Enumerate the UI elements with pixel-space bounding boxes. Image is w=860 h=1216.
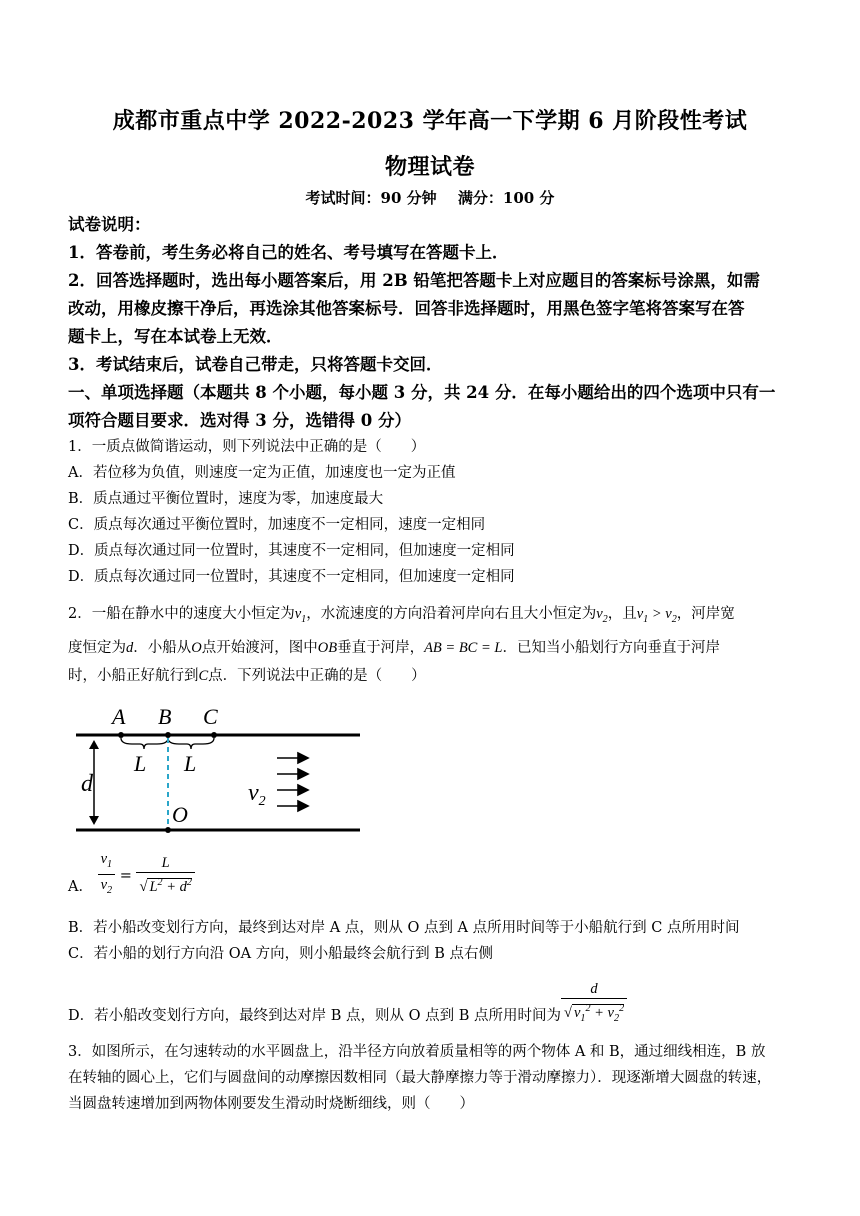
- instruction-item-2-line-3: 题卡上，写在本试卷上无效．: [68, 327, 283, 346]
- option-a-prefix: A．: [68, 879, 93, 896]
- math-v2: $v_2$: [596, 606, 608, 625]
- math-ab-bc-l: AB = BC = L: [424, 640, 503, 656]
- q3-line-3: 当圆盘转速增加到两物体刚要发生滑动时烧断细线，则（ ）: [68, 1096, 474, 1112]
- flow-velocity-label: [248, 780, 266, 809]
- q1-option-a: A．若位移为负值，则速度一定为正值，加速度也一定为正值: [68, 465, 456, 481]
- math-OB: OB: [317, 640, 338, 656]
- point-a-dot: [118, 732, 124, 738]
- q2-text: ，水流速度的方向沿着河岸向右且大小恒定为: [306, 606, 597, 622]
- point-b-label: B: [158, 704, 172, 729]
- q2-text: ，且: [607, 606, 637, 622]
- fraction-l-over-sqrt: $\frac{L}{√ L^2 + d^2}$: [136, 854, 194, 897]
- length-l-label-1: L: [134, 751, 147, 776]
- math-C: C: [198, 668, 209, 684]
- math-d: d: [126, 640, 134, 656]
- q1-option-c: C．质点每次通过平衡位置时，加速度不一定相同，速度一定相同: [68, 517, 486, 533]
- equals-sign: =: [119, 868, 132, 885]
- q1-stem: 1．一质点做简谐运动，则下列说法中正确的是（ ）: [68, 439, 426, 455]
- exam-meta: [0, 187, 860, 208]
- q2-option-c: C．若小船的划行方向沿 OA 方向，则小船最终会航行到 B 点右侧: [68, 946, 494, 962]
- instruction-item-2-line-1: 2．回答选择题时，选出每小题答案后，用 2B 铅笔把答题卡上对应题目的答案标号涂黑，如需: [68, 271, 760, 290]
- q2-option-a: [68, 850, 195, 900]
- q2-stem-line-2: [68, 638, 720, 658]
- q2-text: ．已知当小船划行方向垂直于河岸: [502, 640, 720, 656]
- q2-stem-line-1: [68, 604, 735, 630]
- flow-arrows: [277, 753, 308, 811]
- fraction-d-over-sqrt: $\frac{d}{√ v_1^2 + v_2^2}$: [561, 980, 627, 1029]
- exam-title: 成都市重点中学 2022-2023 学年高一下学期 6 月阶段性考试: [112, 108, 748, 134]
- full-score: 满分：100 分: [457, 189, 555, 207]
- river-crossing-diagram: [68, 696, 368, 846]
- q2-option-d: [68, 980, 627, 1030]
- q1-option-d-repeat: D．质点每次通过同一位置时，其速度不一定相同，但加速度一定相同: [68, 569, 515, 585]
- instruction-item-1: 1．答卷前，考生务必将自己的姓名、考号填写在答题卡上．: [68, 243, 509, 262]
- point-a-label: A: [112, 704, 126, 729]
- instruction-item-3: 3．考试结束后，试卷自己带走，只将答题卡交回．: [68, 355, 443, 374]
- flow-velocity-sub: 2: [258, 794, 266, 809]
- q2-text: 度恒定为: [68, 640, 126, 656]
- q2-text: 点开始渡河，图中: [201, 640, 318, 656]
- math-v1-gt-v2: $v_1 > v_2$: [636, 606, 677, 625]
- point-o-dot: [165, 827, 171, 833]
- flow-velocity-v: v: [248, 780, 259, 806]
- fraction-v1-over-v2: $\frac{v_1}{v_2}$: [98, 850, 116, 901]
- math-v1: $v_1$: [294, 606, 307, 625]
- width-d-label: d: [81, 771, 93, 797]
- q2-text: ．小船从: [133, 640, 192, 656]
- q1-option-d: D．质点每次通过同一位置时，其速度不一定相同，但加速度一定相同: [68, 543, 515, 559]
- point-o-label: O: [172, 802, 188, 827]
- arrowhead-up: [89, 740, 99, 749]
- point-b-dot: [165, 732, 171, 738]
- option-d-text: D．若小船改变划行方向，最终到达对岸 B 点，则从 O 点到 B 点所用时间为: [68, 1008, 561, 1025]
- q2-text: ，河岸宽: [676, 606, 735, 622]
- q2-text: 时，小船正好航行到: [68, 668, 199, 684]
- q2-option-b: B．若小船改变划行方向，最终到达对岸 A 点，则从 O 点到 A 点所用时间等于小船航行到 C 点所用时间: [68, 920, 740, 936]
- q2-text: 2．一船在静水中的速度大小恒定为: [68, 606, 295, 622]
- brace-bc: [168, 738, 214, 749]
- brace-ab: [121, 738, 168, 749]
- arrowhead-down: [89, 816, 99, 825]
- section-heading-line-1: 一、单项选择题（本题共 8 个小题，每小题 3 分，共 24 分．在每小题给出的四个选项中只有一: [68, 383, 776, 402]
- math-O: O: [191, 640, 202, 656]
- q1-option-b: B．质点通过平衡位置时，速度为零，加速度最大: [68, 491, 384, 507]
- point-c-label: C: [203, 704, 218, 729]
- exam-time: 考试时间：90 分钟: [305, 189, 437, 207]
- length-l-label-2: L: [184, 751, 197, 776]
- q3-line-1: 3．如图所示，在匀速转动的水平圆盘上，沿半径方向放着质量相等的两个物体 A 和 B，通过细线相连，B 放: [68, 1044, 766, 1060]
- instructions-heading: 试卷说明：: [68, 215, 151, 234]
- q3-line-2: 在转轴的圆心上，它们与圆盘间的动摩擦因数相同（最大静摩擦力等于滑动摩擦力）．现逐渐增大圆盘的转速，: [68, 1070, 772, 1086]
- q2-stem-line-3: [68, 666, 426, 686]
- instruction-item-2-line-2: 改动，用橡皮擦干净后，再选涂其他答案标号．回答非选择题时，用黑色签字笔将答案写在答: [68, 299, 745, 318]
- exam-subject-title: 物理试卷: [384, 154, 475, 180]
- point-c-dot: [211, 732, 217, 738]
- q2-text: 点．下列说法中正确的是（ ）: [208, 668, 426, 684]
- section-heading-line-2: 项符合题目要求．选对得 3 分，选错得 0 分）: [68, 411, 411, 430]
- q2-text: 垂直于河岸，: [337, 640, 425, 656]
